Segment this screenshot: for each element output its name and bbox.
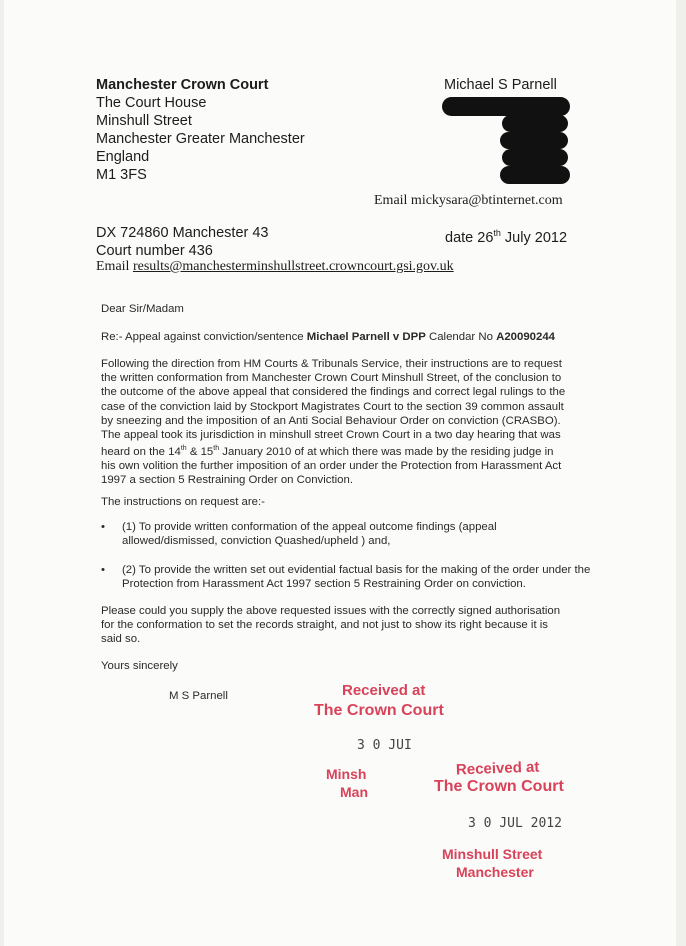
letter-page xyxy=(4,0,676,946)
paragraph-text: January 2010 of at which there was made by the residing judge in his own volition the further imposition of an order under the Protection from Harassment Act 1997 a section 5 Restraining Order on Conviction. xyxy=(101,446,562,487)
recipient-line: England xyxy=(96,149,150,165)
stamp-court: The Crown Court xyxy=(314,702,444,719)
re-line xyxy=(101,330,555,344)
stamp-received: Received at xyxy=(455,758,540,779)
paragraph-text: Following the direction from HM Courts & Tribunals Service, their instructions are to request the written conformation from Manchester Crown Court Minshull Street, of the conclusion to the outcome of the above appeal that considered the findings and correct legal rulings to the case of the conviction laid by Stockport Magistrates Court to the section 39 common assault by sneezing and the imposition of an Anti Social Behaviour Order on conviction (CRASBO). The appeal took its jurisdiction in minshull street Crown Court in a two day hearing that was heard on the 14 xyxy=(101,358,566,459)
ordinal-sup: th xyxy=(213,445,220,453)
redaction-bar xyxy=(500,132,568,149)
stamp-date: 3 0 JUL 2012 xyxy=(468,816,562,831)
court-email-link[interactable]: results@manchesterminshullstreet.crowncourt.gsi.gov.uk xyxy=(132,259,454,274)
stamp-received: Received at xyxy=(342,682,426,699)
court-email xyxy=(96,259,454,275)
recipient-line: Manchester Greater Manchester xyxy=(96,131,305,147)
salutation: Dear Sir/Madam xyxy=(101,303,184,315)
bullet-symbol: • xyxy=(101,521,105,533)
bullet-item: (2) To provide the written set out evidential factual basis for the making of the order under the Protection from Harassment Act 1997 section 5 Restraining Order on conviction. xyxy=(122,564,591,591)
closing: Yours sincerely xyxy=(101,660,178,672)
paragraph-direction xyxy=(101,357,571,488)
paragraph-text: & 15 xyxy=(186,446,214,459)
re-calendar-no: A20090244 xyxy=(496,331,556,343)
stamp-street: Minshull Street xyxy=(442,846,543,862)
recipient-name: Manchester Crown Court xyxy=(96,77,269,93)
stamp-city: Manchester xyxy=(456,864,534,880)
bullet-item: (1) To provide written conformation of the appeal outcome findings (appeal allowed/dismissed, conviction Quashed/upheld ) and, xyxy=(122,521,497,548)
stamp-street: Minsh xyxy=(326,766,367,782)
re-label: Re:- Appeal against conviction/sentence xyxy=(101,331,307,343)
redaction-bar xyxy=(502,149,568,166)
recipient-line: The Court House xyxy=(96,95,207,111)
redaction-bar xyxy=(500,166,570,184)
recipient-address xyxy=(96,76,305,184)
stamp-city: Man xyxy=(340,784,368,800)
ordinal-sup: th xyxy=(180,445,187,453)
signature: M S Parnell xyxy=(169,690,228,702)
re-calendar-label: Calendar No xyxy=(425,331,497,343)
date-sup: th xyxy=(493,228,501,238)
stamp-date: 3 0 JUI xyxy=(357,738,412,753)
court-email-label: Email xyxy=(96,259,133,274)
recipient-line: Minshull Street xyxy=(96,113,192,129)
sender-email: Email mickysara@btinternet.com xyxy=(374,193,563,208)
redaction-bar xyxy=(442,97,570,116)
date-suffix: July 2012 xyxy=(500,229,568,246)
dx-reference: DX 724860 Manchester 43 xyxy=(96,225,269,241)
paragraph-request: Please could you supply the above requested issues with the correctly signed authorisation for the conformation to set the records straight, and not just to show its right because it is said so. xyxy=(101,605,561,646)
date-prefix: date 26 xyxy=(445,229,494,246)
instructions-intro: The instructions on request are:- xyxy=(101,496,265,508)
recipient-line: M1 3FS xyxy=(96,167,147,183)
re-case: Michael Parnell v DPP xyxy=(306,331,426,343)
letter-date xyxy=(445,224,567,247)
bullet-symbol: • xyxy=(101,564,105,576)
stamp-court: The Crown Court xyxy=(434,778,564,795)
court-number: Court number 436 xyxy=(96,243,213,259)
sender-name: Michael S Parnell xyxy=(444,77,557,93)
redaction-bar xyxy=(502,115,568,132)
